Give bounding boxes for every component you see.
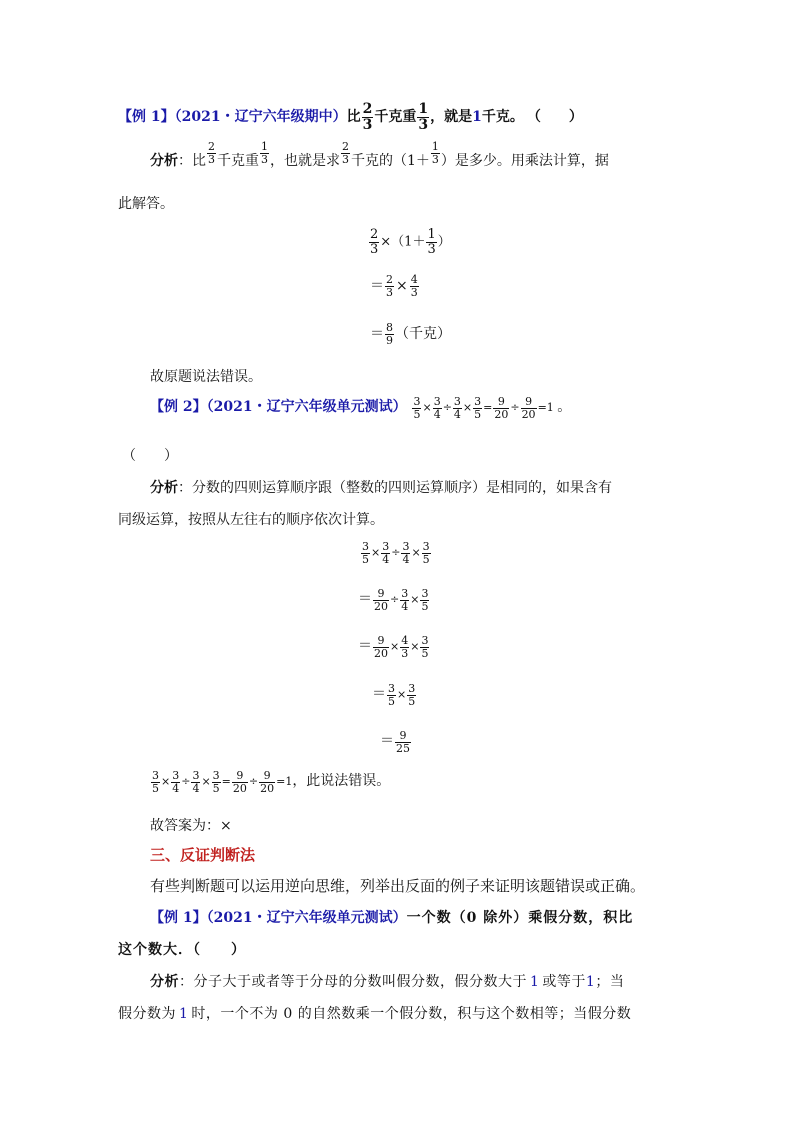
analysis-text: ：分数的四则运算顺序跟（整数的四则运算顺序）是相同的，如果含有 bbox=[178, 480, 612, 496]
times: × bbox=[201, 775, 211, 789]
den: 4 bbox=[402, 552, 410, 566]
den: 5 bbox=[212, 781, 220, 795]
one: 1 bbox=[546, 401, 554, 415]
ex2-calc-5 bbox=[380, 730, 412, 754]
num: 9 bbox=[377, 634, 385, 647]
divide: ÷ bbox=[248, 775, 259, 789]
fraction-2-3 bbox=[341, 141, 350, 165]
ex1-q3num: 1 bbox=[472, 109, 482, 126]
num: 1 bbox=[427, 227, 436, 242]
num: 2 bbox=[208, 140, 215, 153]
ex1-a5: ）是多少。用乘法计算，据 bbox=[440, 153, 609, 170]
num: 4 bbox=[410, 273, 418, 286]
ex2-end-mark: 。 bbox=[557, 399, 572, 416]
ex2-calc-4 bbox=[372, 683, 417, 707]
fraction-3-5 bbox=[420, 588, 429, 612]
result-text: ，此说法错误。 bbox=[292, 773, 391, 790]
fraction-3-5 bbox=[407, 683, 416, 707]
ex1-q4: 千克。 bbox=[481, 109, 524, 126]
ex1-q3: ，就是 bbox=[430, 109, 473, 126]
den: 4 bbox=[453, 407, 461, 421]
ex1-question bbox=[118, 102, 583, 132]
num: 3 bbox=[362, 540, 369, 553]
times: × bbox=[462, 401, 473, 415]
unit: （千克） bbox=[395, 326, 451, 343]
times: × bbox=[390, 640, 400, 654]
num: 9 bbox=[377, 587, 385, 600]
one: 1 bbox=[285, 775, 293, 789]
num: 9 bbox=[525, 395, 533, 408]
den: 25 bbox=[396, 741, 410, 755]
ex2-calc-1 bbox=[360, 541, 432, 565]
ex1-q2: 千克重 bbox=[374, 109, 417, 126]
den: 3 bbox=[342, 152, 349, 166]
analysis-label: 分析 bbox=[150, 480, 178, 496]
times: × bbox=[422, 401, 432, 415]
fraction-1-3 bbox=[426, 228, 436, 256]
den: 3 bbox=[362, 116, 373, 133]
num: 3 bbox=[388, 682, 395, 695]
ex1-calc-3 bbox=[370, 322, 451, 346]
ex1-a4: 千克的（1＋ bbox=[351, 153, 430, 170]
num: 9 bbox=[399, 729, 407, 742]
ex2-answer: 故答案为：× bbox=[150, 818, 232, 834]
ex2-expression bbox=[411, 395, 557, 421]
den: 4 bbox=[192, 781, 200, 795]
num: 3 bbox=[433, 395, 441, 408]
fraction-3-5 bbox=[387, 683, 396, 707]
ex1-tag: 【例 1】 bbox=[118, 109, 175, 126]
den: 9 bbox=[386, 333, 393, 347]
fraction-3-5 bbox=[151, 770, 160, 794]
ex2-calc-2 bbox=[358, 588, 430, 612]
times: × bbox=[410, 640, 420, 654]
num: 3 bbox=[192, 769, 200, 782]
num: 2 bbox=[370, 227, 379, 242]
calc-text: ） bbox=[437, 234, 451, 250]
ex2-analysis-1 bbox=[150, 481, 612, 495]
num: 3 bbox=[421, 587, 429, 600]
den: 3 bbox=[427, 241, 436, 257]
fraction-3-4 bbox=[433, 396, 442, 420]
divide: ÷ bbox=[442, 401, 452, 415]
equals: = bbox=[483, 401, 493, 415]
num: 9 bbox=[497, 395, 505, 408]
den: 20 bbox=[232, 781, 247, 795]
den: 5 bbox=[152, 781, 159, 795]
ex1-a2: 千克重 bbox=[217, 153, 259, 170]
den: 3 bbox=[410, 285, 418, 299]
fraction-3-5 bbox=[420, 635, 429, 659]
ex2-answer-blank: （ ） bbox=[122, 448, 178, 464]
equals: ＝ bbox=[358, 638, 372, 655]
num: 3 bbox=[212, 769, 220, 782]
ex2-source: （2021・辽宁六年级单元测试） bbox=[206, 399, 407, 416]
ex1-calc-1 bbox=[368, 228, 451, 256]
ex1-conclusion: 故原题说法错误。 bbox=[150, 369, 262, 385]
den: 20 bbox=[374, 599, 388, 613]
den: 5 bbox=[474, 407, 482, 421]
ex1-a3: ，也就是求 bbox=[270, 153, 340, 170]
num: 8 bbox=[386, 321, 393, 334]
den: 20 bbox=[521, 407, 536, 421]
times: × bbox=[397, 688, 407, 702]
den: 3 bbox=[208, 152, 215, 166]
fraction-1-3 bbox=[260, 141, 269, 165]
fraction-4-3 bbox=[410, 274, 419, 298]
den: 4 bbox=[382, 552, 390, 566]
den: 5 bbox=[388, 694, 395, 708]
den: 5 bbox=[408, 694, 416, 708]
ex3-analysis-1 bbox=[150, 975, 624, 989]
num: 3 bbox=[453, 395, 461, 408]
num: 1 bbox=[431, 140, 439, 153]
fraction-4-3 bbox=[400, 635, 409, 659]
num: 1 bbox=[418, 101, 429, 117]
ex3-l1c: 或等于 bbox=[542, 974, 586, 990]
analysis-label: 分析 bbox=[150, 153, 178, 170]
den: 3 bbox=[431, 152, 439, 166]
den: 5 bbox=[421, 646, 429, 660]
divide: ÷ bbox=[391, 546, 401, 560]
den: 3 bbox=[418, 116, 429, 133]
ex3-question-1 bbox=[150, 911, 633, 925]
num: 3 bbox=[421, 634, 429, 647]
ex3-tag: 【例 1】 bbox=[150, 910, 207, 926]
ex1-analysis-line2: 此解答。 bbox=[118, 196, 174, 212]
fraction-9-20 bbox=[373, 635, 389, 659]
num: 9 bbox=[263, 769, 271, 782]
num: 1 bbox=[261, 140, 268, 153]
fraction-9-20 bbox=[259, 770, 275, 794]
fraction-8-9 bbox=[385, 322, 394, 346]
times: × bbox=[396, 278, 408, 295]
num: 3 bbox=[413, 395, 421, 408]
ex3-source: （2021・辽宁六年级单元测试） bbox=[206, 910, 407, 926]
num: 2 bbox=[386, 273, 393, 286]
ex1-q1: 比 bbox=[346, 109, 361, 126]
fraction-2-3 bbox=[369, 228, 379, 256]
fraction-3-5 bbox=[422, 541, 431, 565]
num: 3 bbox=[408, 682, 416, 695]
fraction-3-5 bbox=[473, 396, 482, 420]
num: 3 bbox=[172, 769, 180, 782]
den: 3 bbox=[370, 241, 379, 257]
equals: = bbox=[276, 775, 286, 789]
equals: ＝ bbox=[372, 686, 386, 703]
den: 5 bbox=[362, 552, 369, 566]
fraction-3-4 bbox=[401, 541, 410, 565]
fraction-9-20 bbox=[493, 396, 509, 420]
fraction-2-3 bbox=[207, 141, 216, 165]
times: × bbox=[161, 775, 171, 789]
ex2-result bbox=[150, 770, 390, 794]
fraction-9-20 bbox=[232, 770, 248, 794]
den: 3 bbox=[261, 152, 268, 166]
ex2-calc-3 bbox=[358, 635, 430, 659]
answer-blank: （ ） bbox=[533, 109, 583, 126]
equals: ＝ bbox=[370, 326, 384, 343]
times: × bbox=[371, 546, 381, 560]
equals: ＝ bbox=[370, 278, 384, 295]
fraction-9-20 bbox=[521, 396, 537, 420]
num: 2 bbox=[342, 140, 349, 153]
ex2-question bbox=[150, 396, 571, 420]
num: 3 bbox=[402, 540, 410, 553]
analysis-label: 分析 bbox=[150, 974, 179, 990]
fraction-2-3 bbox=[362, 102, 374, 132]
divide: ÷ bbox=[390, 593, 400, 607]
den: 3 bbox=[386, 285, 393, 299]
equals: ＝ bbox=[358, 591, 372, 608]
num: 9 bbox=[236, 769, 244, 782]
ex3-question-2: 这个数大．（ ） bbox=[118, 942, 246, 958]
den: 3 bbox=[401, 646, 409, 660]
ex3-l1e: ；当 bbox=[595, 974, 625, 990]
equals: ＝ bbox=[380, 733, 394, 750]
num: 4 bbox=[401, 634, 409, 647]
fraction-3-4 bbox=[453, 396, 462, 420]
den: 4 bbox=[433, 407, 441, 421]
section-intro: 有些判断题可以运用逆向思维，列举出反面的例子来证明该题错误或正确。 bbox=[150, 878, 646, 895]
den: 5 bbox=[421, 599, 429, 613]
ex1-calc-2 bbox=[370, 274, 420, 298]
ex1-analysis bbox=[150, 140, 609, 173]
ex1-a1: ：比 bbox=[178, 153, 206, 170]
section-title: 三、反证判断法 bbox=[150, 846, 256, 864]
ex3-l2b: 1 bbox=[179, 1006, 189, 1022]
fraction-3-4 bbox=[171, 770, 180, 794]
fraction-3-4 bbox=[191, 770, 200, 794]
fraction-3-5 bbox=[361, 541, 370, 565]
ex3-l2a: 假分数为 bbox=[118, 1006, 176, 1022]
equals: = bbox=[537, 401, 547, 415]
ex3-analysis-2 bbox=[118, 1007, 631, 1021]
num: 3 bbox=[152, 769, 159, 782]
fraction-3-5 bbox=[412, 396, 421, 420]
num: 3 bbox=[474, 395, 482, 408]
fraction-3-4 bbox=[400, 588, 409, 612]
den: 20 bbox=[260, 781, 275, 795]
ex3-l1d: 1 bbox=[585, 974, 596, 990]
times: × bbox=[410, 593, 420, 607]
ex3-l1b: 1 bbox=[530, 974, 540, 990]
ex3-l1a: ：分子大于或者等于分母的分数叫假分数，假分数大于 bbox=[179, 974, 527, 990]
fraction-3-5 bbox=[212, 770, 221, 794]
ex2-analysis-2: 同级运算，按照从左往右的顺序依次计算。 bbox=[118, 512, 384, 528]
num: 2 bbox=[362, 101, 373, 117]
divide: ÷ bbox=[181, 775, 191, 789]
den: 20 bbox=[494, 407, 509, 421]
den: 4 bbox=[401, 599, 409, 613]
fraction-2-3 bbox=[385, 274, 394, 298]
ex3-l2c: 时，一个不为 0 的自然数乘一个假分数，积与这个数相等；当假分数 bbox=[191, 1006, 632, 1022]
fraction-1-3 bbox=[417, 102, 429, 132]
fraction-1-3 bbox=[431, 141, 440, 165]
num: 3 bbox=[422, 540, 430, 553]
fraction-9-20 bbox=[373, 588, 389, 612]
ex2-tag: 【例 2】 bbox=[150, 399, 207, 416]
equals: = bbox=[221, 775, 231, 789]
divide: ÷ bbox=[510, 401, 520, 415]
times: × bbox=[411, 546, 421, 560]
num: 3 bbox=[401, 587, 409, 600]
fraction-9-25 bbox=[395, 730, 411, 754]
den: 20 bbox=[374, 646, 388, 660]
den: 5 bbox=[422, 552, 430, 566]
den: 5 bbox=[413, 407, 421, 421]
den: 4 bbox=[172, 781, 180, 795]
num: 3 bbox=[382, 540, 390, 553]
ex1-source: （2021・辽宁六年级期中） bbox=[174, 109, 347, 126]
fraction-3-4 bbox=[381, 541, 390, 565]
ex3-question-text: 一个数（0 除外）乘假分数，积比 bbox=[406, 910, 634, 926]
calc-text: ×（1＋ bbox=[380, 234, 426, 250]
